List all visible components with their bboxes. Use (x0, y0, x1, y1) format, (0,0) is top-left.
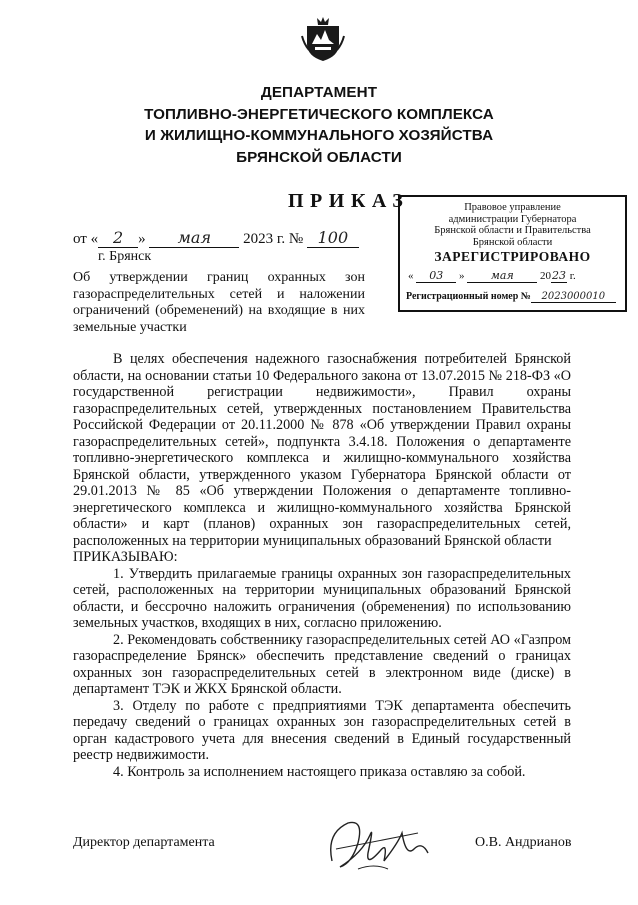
handwritten-signature (318, 813, 438, 875)
stamp-line-4: Брянской области (472, 236, 553, 248)
stamp-line-2: администрации Губернатора (448, 213, 577, 225)
order-item-4: 4. Контроль за исполнением настоящего приказа оставляю за собой. (113, 763, 526, 780)
document-title: ПРИКАЗ (288, 190, 410, 212)
order-item-1: 1. Утвердить прилагаемые границы охранных зон газораспределительных сетей, расположенных на территории муниципальных образований Брянской области, и бессрочно наложить ограничения (обременения) по использованию земельных участков, входящих в них, согласно приложению. (73, 565, 571, 631)
date-mid: » (138, 231, 146, 247)
order-subject: Об утверждении границ охранных зон газораспределительных сетей и наложении ограничений (обременений) на входящие в них земельные участки (73, 270, 365, 335)
order-item-3: 3. Отделу по работе с предприятиями ТЭК департамента обеспечить передачу сведений о границах охранных зон газораспределительных сетей в орган кадастрового учета для внесения сведений в Единый государственный реестр недвижимости. (73, 697, 571, 763)
stamp-number: 2023000010 (531, 291, 616, 303)
stamp-year-prefix: 20 (540, 270, 551, 282)
order-word: ПРИКАЗЫВАЮ: (73, 549, 178, 565)
registration-stamp (398, 195, 627, 312)
signatory-name: О.В. Андрианов (475, 835, 572, 850)
stamp-number-label: Регистрационный номер № (406, 291, 531, 302)
preamble-paragraph: В целях обеспечения надежного газоснабжения потребителей Брянской области, на основании статьи 10 Федерального закона от 13.07.2015 № 218-ФЗ «О государственной регистрации недвижимости», Правил охраны газораспределительных сетей, утвержденных постановлением Правительства Российской Федерации от 20.11.2000 № 878 «Об утверждении Правил охраны газораспределительных сетей», подпункта 3.4.18. Положения о департаменте топливно-энергетического комплекса и жилищно-коммунального хозяйства Брянской области, утвержденного указом Губернатора Брянской области от 29.01.2013 № 85 «Об утверждении Положения о департаменте топливно-энергетического комплекса и жилищно-коммунального хозяйства Брянской области» и карт (планов) охранных зон газораспределительных сетей, расположенных на территории муниципальных образований Брянской области (73, 351, 571, 549)
order-item-2: 2. Рекомендовать собственнику газораспределительных сетей АО «Газпром газораспределение Брянск» обеспечить представление сведений о границах охранных зон газораспределительных сетей в электронном виде (диске) в департамент ТЭК и ЖКХ Брянской области. (73, 631, 571, 697)
order-date-line (73, 228, 359, 248)
stamp-date: « 03 » мая 2023 г. (408, 269, 576, 282)
department-title-line-1: ДЕПАРТАМЕНТ (260, 84, 378, 101)
order-body (73, 351, 571, 780)
stamp-line-1: Правовое управление (464, 202, 561, 213)
department-title-line-4: БРЯНСКОЙ ОБЛАСТИ (236, 149, 402, 166)
stamp-year-tail: г. (569, 270, 576, 282)
department-title-line-3: И ЖИЛИЩНО-КОММУНАЛЬНОГО ХОЗЯЙСТВА (144, 127, 494, 144)
stamp-day: 03 (416, 269, 456, 283)
coat-of-arms-emblem (301, 14, 345, 62)
date-prefix: от « (73, 231, 99, 247)
order-month: мая (149, 228, 239, 248)
stamp-number-row (406, 291, 616, 303)
order-city: г. Брянск (98, 249, 152, 264)
order-year: 2023 г. № (243, 231, 304, 247)
stamp-year-suffix: 23 (552, 269, 566, 282)
signatory-position: Директор департамента (73, 835, 215, 850)
order-day: 2 (98, 228, 138, 248)
order-number: 100 (307, 228, 359, 248)
department-title-line-2: ТОПЛИВНО-ЭНЕРГЕТИЧЕСКОГО КОМПЛЕКСА (144, 106, 494, 123)
stamp-registered: ЗАРЕГИСТРИРОВАНО (434, 249, 591, 264)
stamp-month: мая (467, 269, 537, 283)
stamp-line-3: Брянской области и Правительства (434, 225, 591, 236)
